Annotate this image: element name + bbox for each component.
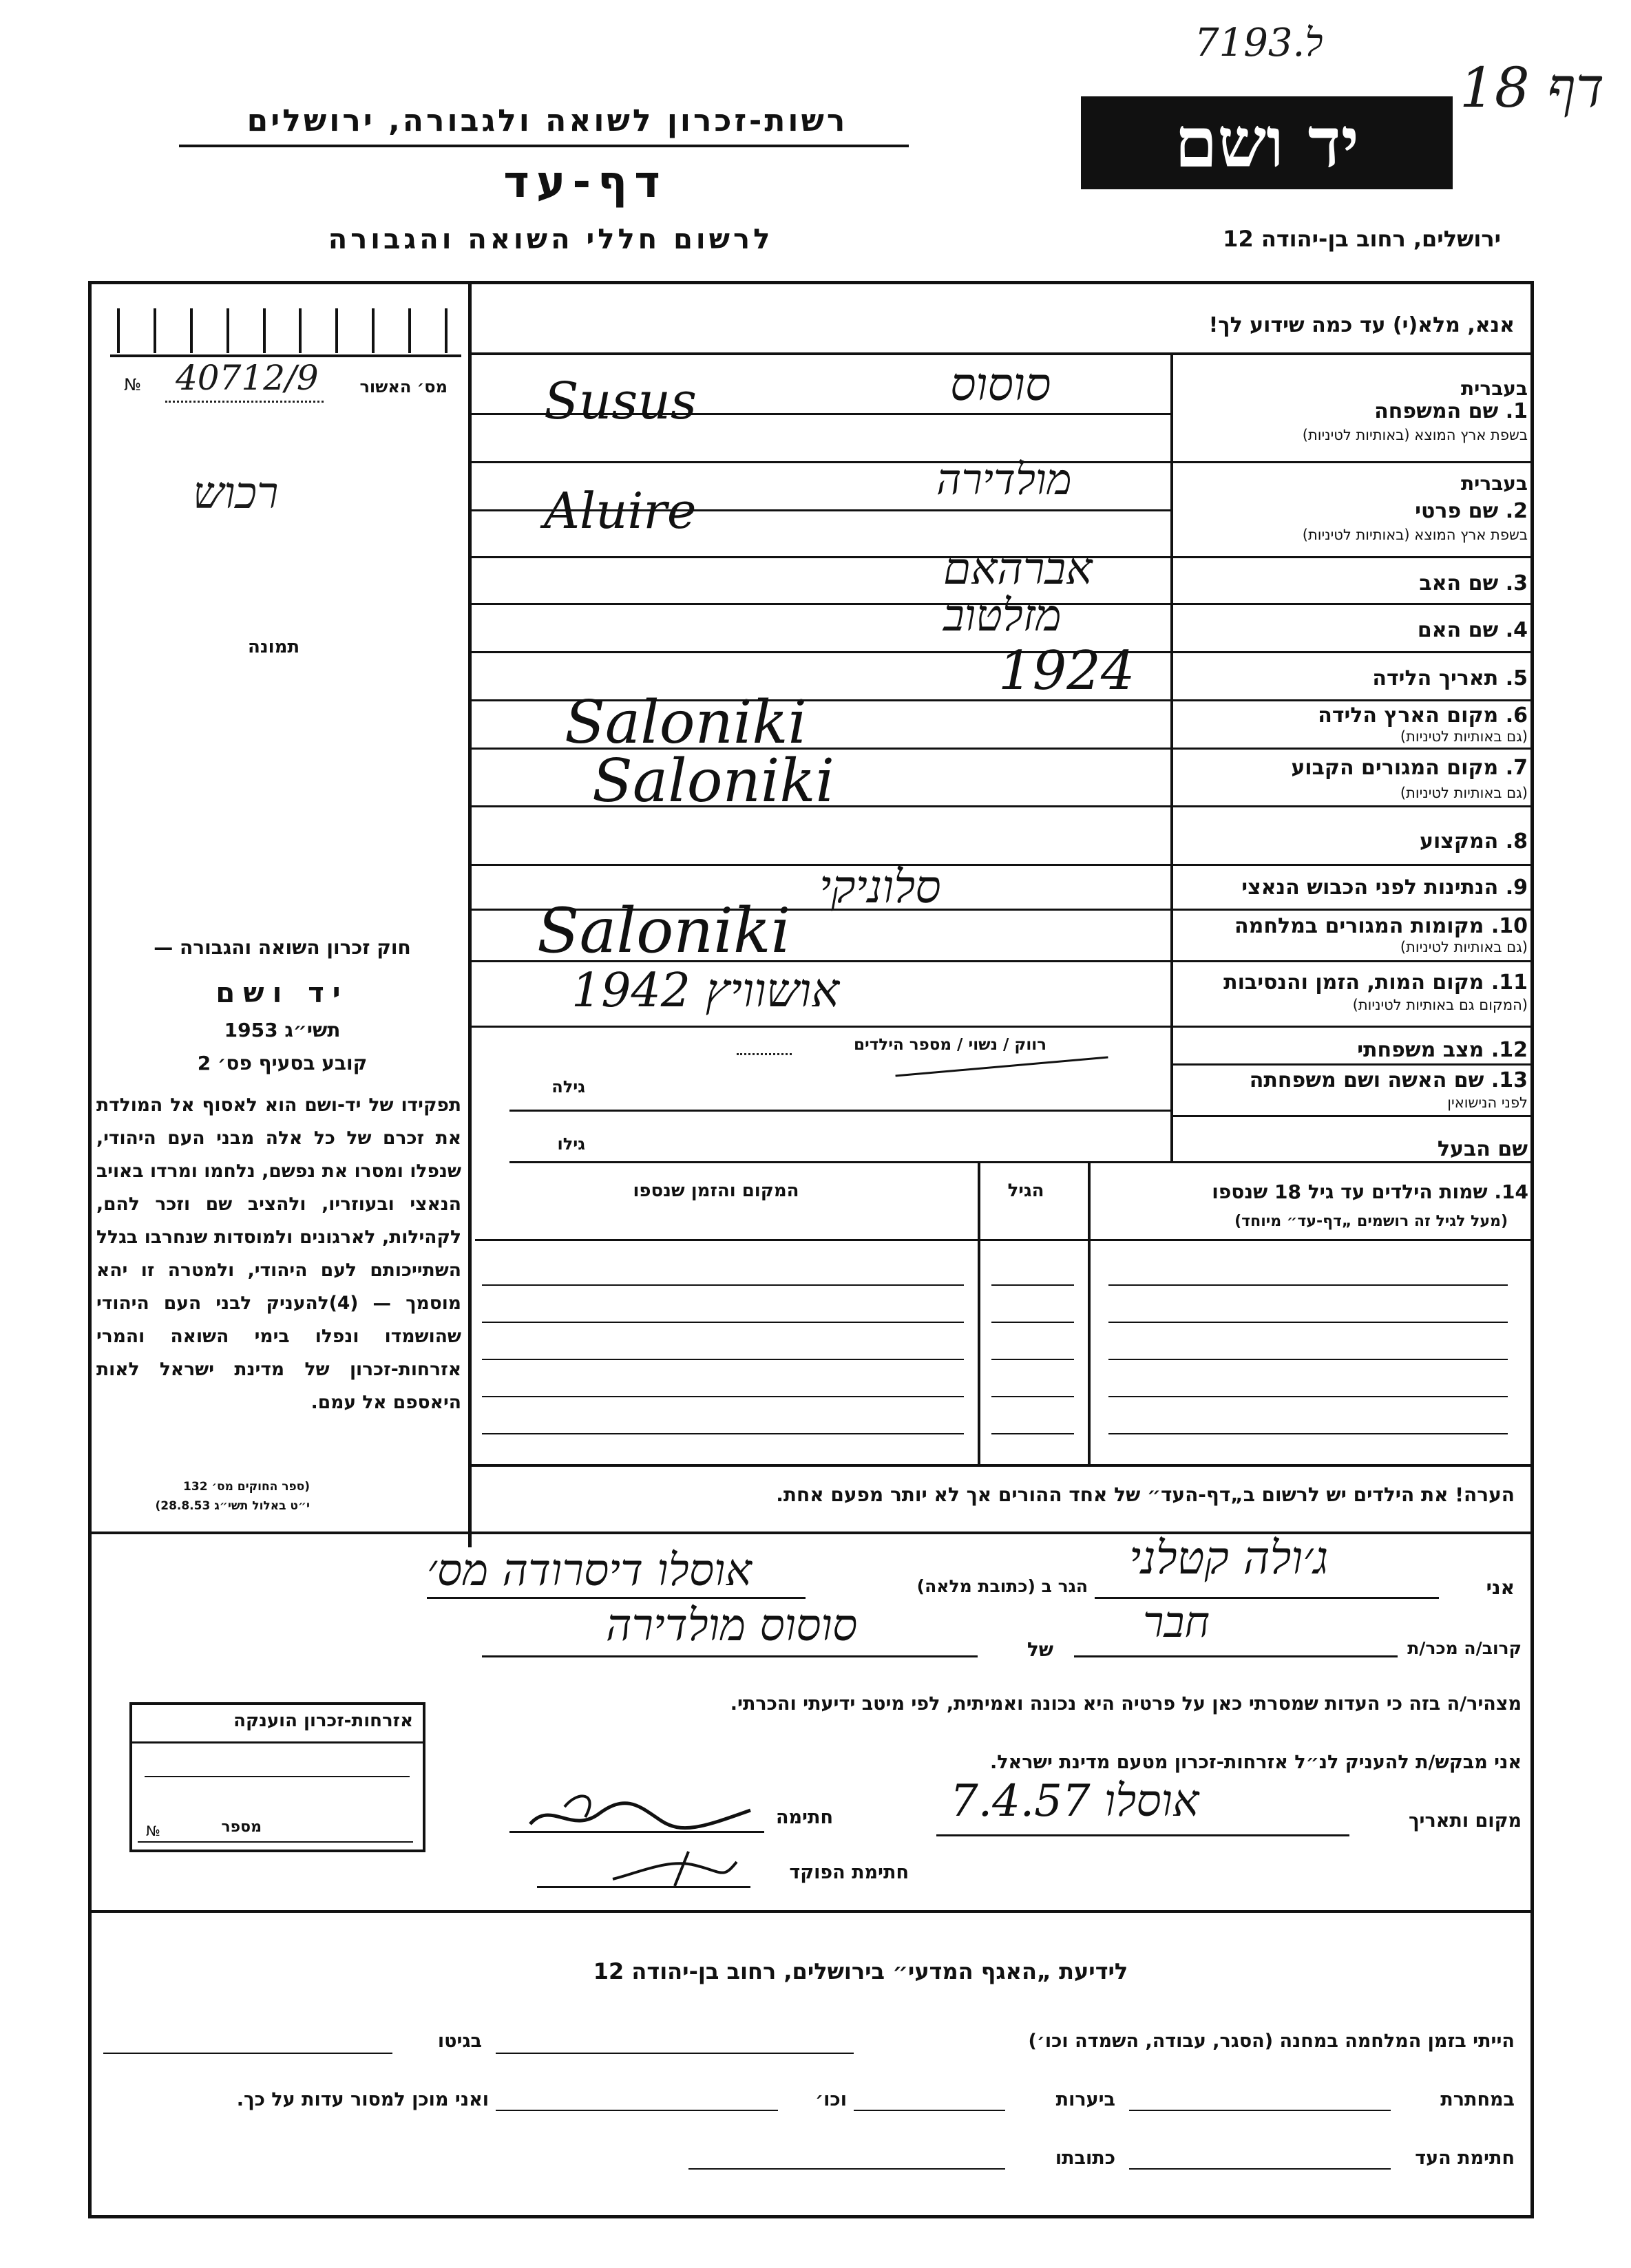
i-label: אני xyxy=(1486,1576,1515,1599)
signature-label: חתימה xyxy=(775,1807,833,1828)
field-10-num: 10. xyxy=(1491,914,1528,938)
yad-vashem-logo: יד ושם xyxy=(1081,96,1453,189)
field-5-num: 5. xyxy=(1505,666,1528,690)
footer-etc-label: וכו׳ xyxy=(815,2089,847,2110)
photo-ticks xyxy=(117,308,448,353)
field-11-num: 11. xyxy=(1491,971,1528,995)
field-11-sub: (המקום גם באותיות לטיניות) xyxy=(1352,997,1528,1013)
field-7-value: Saloniki xyxy=(592,747,834,816)
field-1-value-heb: סוסוס xyxy=(950,358,1051,411)
law-note-2: י״ט באלול תשי״ג 28.8.53) xyxy=(155,1499,310,1513)
field-9-num: 9. xyxy=(1505,876,1528,900)
field-1-value-lat: Susus xyxy=(544,372,697,431)
field-4-num: 4. xyxy=(1505,618,1528,642)
photo-label: תמונה xyxy=(248,637,300,657)
of-label: של xyxy=(1027,1638,1053,1661)
field-6-sub: (גם באותיות לטיניות) xyxy=(1400,728,1528,745)
footer-testimony-text: ואני מוכן למסור עדות על כך. xyxy=(236,2089,489,2110)
form-title: דף-עד xyxy=(503,157,667,208)
citizenship-title: אזרחות-זכרון הוענקה xyxy=(233,1710,413,1731)
field-6-label: מקום הארץ הלידה xyxy=(1318,703,1499,728)
children-age-col: הגיל xyxy=(1007,1180,1044,1201)
approval-label: מס׳ האשור xyxy=(359,377,448,396)
relation-value: חבר xyxy=(1143,1597,1210,1647)
field-2-value-heb: מולדירה xyxy=(936,454,1072,505)
form-subtitle: לרשום חללי השואה והגבורה xyxy=(328,224,774,255)
field-8-num: 8. xyxy=(1505,829,1528,854)
handwritten-note: רכוש xyxy=(193,468,279,519)
law-section: קובע בסעיף פס׳ 2 xyxy=(197,1052,368,1074)
intro-text: אנא, מלא(י) עד כמה שידוע לך! xyxy=(1208,313,1515,337)
field-4-value: מזלטוב xyxy=(943,591,1062,642)
footer-camp-label: הייתי בזמן המלחמה במחנה (הסגר, עבודה, השמדה וכו׳) xyxy=(1028,2031,1515,2052)
footer-underground-label: במחתרת xyxy=(1440,2089,1515,2110)
marital-options: רווק / נשוי / מספר הילדים xyxy=(854,1036,1046,1054)
field-4-label: שם האם xyxy=(1417,618,1499,642)
footer-address-label: כתובתו xyxy=(1055,2148,1115,2169)
declarant-address: אוסלו דיסרודה מס׳ xyxy=(427,1545,752,1596)
field-13-num: 13. xyxy=(1491,1068,1528,1092)
field-9-label: הנתינות לפני הכבוש הנאצי xyxy=(1241,876,1499,900)
field-7-label: מקום המגורים הקבוע xyxy=(1291,756,1499,780)
footer-forests-label: ביערות xyxy=(1055,2089,1115,2110)
field-12-num: 12. xyxy=(1491,1038,1528,1062)
field-7-num: 7. xyxy=(1505,756,1528,780)
husband-label: שם הבעל xyxy=(1437,1137,1528,1161)
field-7-sub: (גם באותיות לטיניות) xyxy=(1400,785,1528,801)
field-2-heb-label: בעברית xyxy=(1460,472,1528,495)
age-label-husband: גילו xyxy=(557,1134,585,1154)
relation-label: קרוב/ה מכר/ת xyxy=(1407,1638,1522,1658)
field-3-value: אברהאם xyxy=(943,544,1093,595)
field-10-sub: (גם באותיות לטיניות) xyxy=(1400,939,1528,955)
declarant-name: ג׳ולה קטלני xyxy=(1129,1532,1329,1585)
field-5-value: 1924 xyxy=(998,640,1135,702)
place-date: אוסלו 7.4.57 xyxy=(950,1776,1199,1827)
footer-ghetto-label: בגיטו xyxy=(437,2031,482,2052)
field-13-label: שם האשה ושם משפחתה xyxy=(1249,1068,1484,1092)
field-13-sub: לפני הנישואין xyxy=(1447,1094,1528,1111)
resident-label: הגר ב (כתובת מלאה) xyxy=(916,1576,1088,1596)
footer-title: לידיעת „האגף המדעי״ בירושלים, רחוב בן-יהודה 12 xyxy=(593,1958,1128,1984)
citizenship-number-label: מספר xyxy=(221,1819,262,1836)
children-label: 14. שמות הילדים עד גיל 18 שנספו xyxy=(1212,1180,1528,1203)
field-1-sub: בשפת ארץ המוצא (באותיות לטיניות) xyxy=(1302,427,1528,443)
footer-witness-signature-label: חתימת העד xyxy=(1415,2148,1515,2169)
field-8-label: המקצוע xyxy=(1419,829,1499,854)
children-sub: (מעל לגיל זה רושמים „דף-עד״ מיוחד) xyxy=(1234,1213,1508,1230)
law-text: תפקידו של יד-ושם הוא לאסוף אל המולדת את זכרם של כל אלה מבני העם היהודי, שנפלו ומסרו את נפשם, נלחמו ומרדו באויב הנאצי ובעוזריו, ולהציב שם וזכר להם, לקהילות, לארגונים ולמוסדות שנחרבו בגלל השתייכותם לעם היהודי, ולמטרה זו יהא מוסמך — (4)להעניק לבני העם היהודי שהושמדו ונפלו בימי השואה והמרי אזרחות-זכרון של מדינת ישראל לאות היאספם אל עמם. xyxy=(96,1094,461,1413)
place-date-label: מקום ותאריך xyxy=(1408,1810,1522,1832)
field-2-num: 2. xyxy=(1505,499,1528,523)
field-12-label: מצב משפחתי xyxy=(1357,1038,1484,1062)
field-1-heb-label: בעברית xyxy=(1460,377,1528,400)
field-10-value: Saloniki xyxy=(537,895,791,967)
field-3-label: שם האב xyxy=(1419,571,1499,595)
law-year: תשי״ג 1953 xyxy=(224,1019,341,1041)
approval-number: 40712/9 xyxy=(176,358,319,398)
field-9-value: סלוניקי xyxy=(819,860,941,913)
declarant-signature xyxy=(523,1786,757,1841)
no-prefix: № xyxy=(124,375,141,394)
law-title: חוק זכרון השואה והגבורה — xyxy=(154,936,411,959)
children-note: הערה! את הילדים יש לרשום ב„דף-העד״ של אחד ההורים אך לא יותר מפעם אחת. xyxy=(776,1483,1515,1506)
officer-label: חתימת הפוקד xyxy=(789,1862,909,1883)
field-5-label: תאריך הלידה xyxy=(1372,666,1499,690)
law-note-1: (ספר החוקים מס׳ 132 xyxy=(183,1480,310,1494)
field-11-value: אושוויץ 1942 xyxy=(571,964,840,1018)
handwritten-reference: 7ל.193 xyxy=(1195,21,1323,65)
field-6-value: Saloniki xyxy=(565,688,807,757)
field-1-num: 1. xyxy=(1505,399,1528,423)
age-label-wife: גילה xyxy=(551,1077,585,1096)
children-place-col: המקום והזמן שנספו xyxy=(633,1180,799,1201)
field-2-value-lat: Aluire xyxy=(544,482,697,540)
citizenship-no-prefix: № xyxy=(146,1823,160,1839)
field-3-num: 3. xyxy=(1505,571,1528,595)
address: ירושלים, רחוב בן-יהודה 12 xyxy=(1223,226,1501,252)
authority-name: רשות-זכרון לשואה ולגבורה, ירושלים xyxy=(246,103,848,138)
field-2-label: שם פרטי xyxy=(1415,499,1499,523)
field-11-label: מקום המות, הזמן והנסיבות xyxy=(1223,971,1484,995)
of-name: סוסוס מולדירה xyxy=(606,1600,858,1651)
handwritten-page-mark: דף 18 xyxy=(1460,56,1604,120)
declaration-text: מצהיר/ה בזה כי העדות שמסרתי כאן על פרטיה היא נכונה ואמיתית, לפי מיטב ידיעתי והכרתי. xyxy=(730,1693,1522,1715)
officer-signature xyxy=(606,1845,744,1893)
law-name: יד ושם xyxy=(215,977,349,1009)
field-2-sub: בשפת ארץ המוצא (באותיות לטיניות) xyxy=(1302,527,1528,543)
field-10-label: מקומות המגורים במלחמה xyxy=(1234,914,1484,938)
field-6-num: 6. xyxy=(1505,703,1528,728)
request-text: אני מבקש/ת להעניק לנ״ל אזרחות-זכרון מטעם מדינת ישראל. xyxy=(989,1752,1522,1773)
field-1-label: שם המשפחה xyxy=(1374,399,1499,423)
